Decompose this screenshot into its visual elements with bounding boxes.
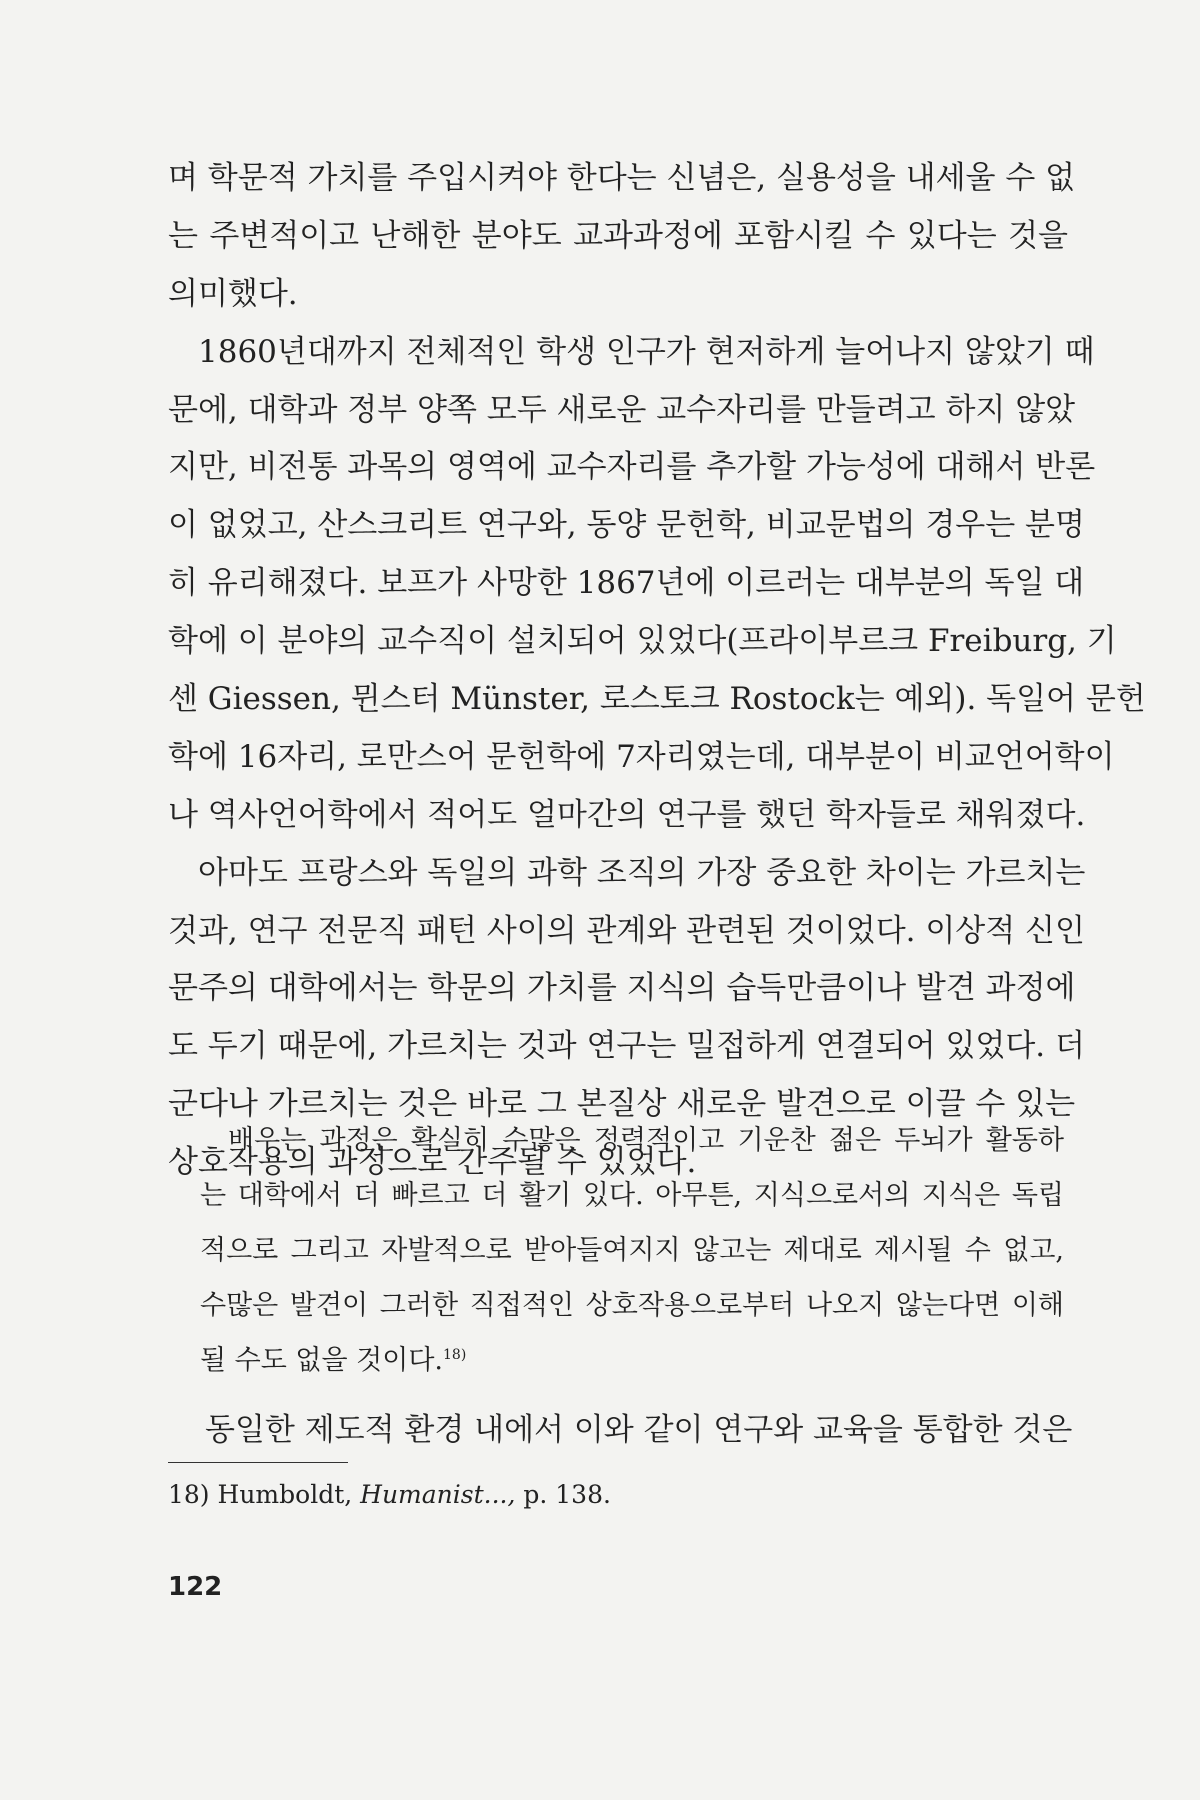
quote-line [200, 1333, 1064, 1388]
footnote-page: p. 138. [523, 1480, 611, 1509]
paragraph-france [168, 845, 1086, 903]
paragraph-1860-body [168, 382, 1146, 845]
footnote [168, 1478, 611, 1512]
quote-line: 적으로 그리고 자발적으로 받아들여지지 않고는 제대로 제시될 수 없고, [200, 1235, 1064, 1266]
text-line: 며 학문적 가치를 주입시켜야 한다는 신념은, 실용성을 내세울 수 없 [168, 160, 1076, 196]
quote-line: 배우는 과정은 확실히 수많은 정력적이고 기운찬 젊은 두뇌가 활동하 [228, 1125, 1064, 1156]
text-line: 문주의 대학에서는 학문의 가치를 지식의 습득만큼이나 발견 과정에 [168, 970, 1076, 1007]
text-line: 학에 16자리, 로만스어 문헌학에 7자리였는데, 대부분이 비교언어학이 [168, 738, 1115, 775]
text-line: 의미했다. [168, 275, 298, 312]
text-line: 상호작용의 과정으로 간주될 수 있었다. [168, 1144, 697, 1181]
page-number: 122 [168, 1572, 223, 1602]
footnote-number: 18) [168, 1480, 210, 1509]
text-line: 이 없었고, 산스크리트 연구와, 동양 문헌학, 비교문법의 경우는 분명 [168, 507, 1085, 544]
text-line: 것과, 연구 전문직 패턴 사이의 관계와 관련된 것이었다. 이상적 신인 [168, 912, 1085, 949]
footnote-author: Humboldt, [217, 1480, 353, 1509]
text-line: 1860년대까지 전체적인 학생 인구가 현저하게 늘어나지 않았기 때 [198, 333, 1095, 370]
text-line: 지만, 비전통 과목의 영역에 교수자리를 추가할 가능성에 대해서 반론 [168, 449, 1096, 486]
footnote-reference[interactable]: 18) [443, 1347, 467, 1363]
text-line: 군다나 가르치는 것은 바로 그 본질상 새로운 발견으로 이끌 수 있는 [168, 1086, 1076, 1123]
footnote-title: Humanist..., [360, 1480, 516, 1509]
text-line: 도 두기 때문에, 가르치는 것과 연구는 밀접하게 연결되어 있었다. 더 [168, 1028, 1085, 1065]
text-line: 문에, 대학과 정부 양쪽 모두 새로운 교수자리를 만들려고 하지 않았 [168, 391, 1076, 428]
text-line: 학에 이 분야의 교수직이 설치되어 있었다(프라이부르크 Freiburg, 기 [168, 623, 1117, 660]
paragraph-1860 [168, 324, 1095, 382]
text-line: 센 Giessen, 뮌스터 Münster, 로스토크 Rostock는 예외). 독일어 문헌 [168, 681, 1146, 718]
paragraph-continued [168, 150, 1146, 1192]
next-paragraph-start: 동일한 제도적 환경 내에서 이와 같이 연구와 교육을 통합한 것은 [205, 1412, 1073, 1448]
quote-line: 수많은 발견이 그러한 직접적인 상호작용으로부터 나오지 않는다면 이해 [200, 1290, 1064, 1321]
block-quote [200, 1113, 1064, 1388]
text-line: 나 역사언어학에서 적어도 얼마간의 연구를 했던 학자들로 채워졌다. [168, 796, 1086, 833]
text-line: 는 주변적이고 난해한 분야도 교과과정에 포함시킬 수 있다는 것을 [168, 217, 1068, 254]
text-line: 아마도 프랑스와 독일의 과학 조직의 가장 중요한 차이는 가르치는 [198, 854, 1086, 891]
quote-line: 는 대학에서 더 빠르고 더 활기 있다. 아무튼, 지식으로서의 지식은 독립 [200, 1180, 1064, 1211]
quote-last-text: 될 수도 없을 것이다. [200, 1345, 443, 1376]
footnote-divider [168, 1462, 348, 1463]
text-line: 히 유리해졌다. 보프가 사망한 1867년에 이르러는 대부분의 독일 대 [168, 565, 1085, 602]
